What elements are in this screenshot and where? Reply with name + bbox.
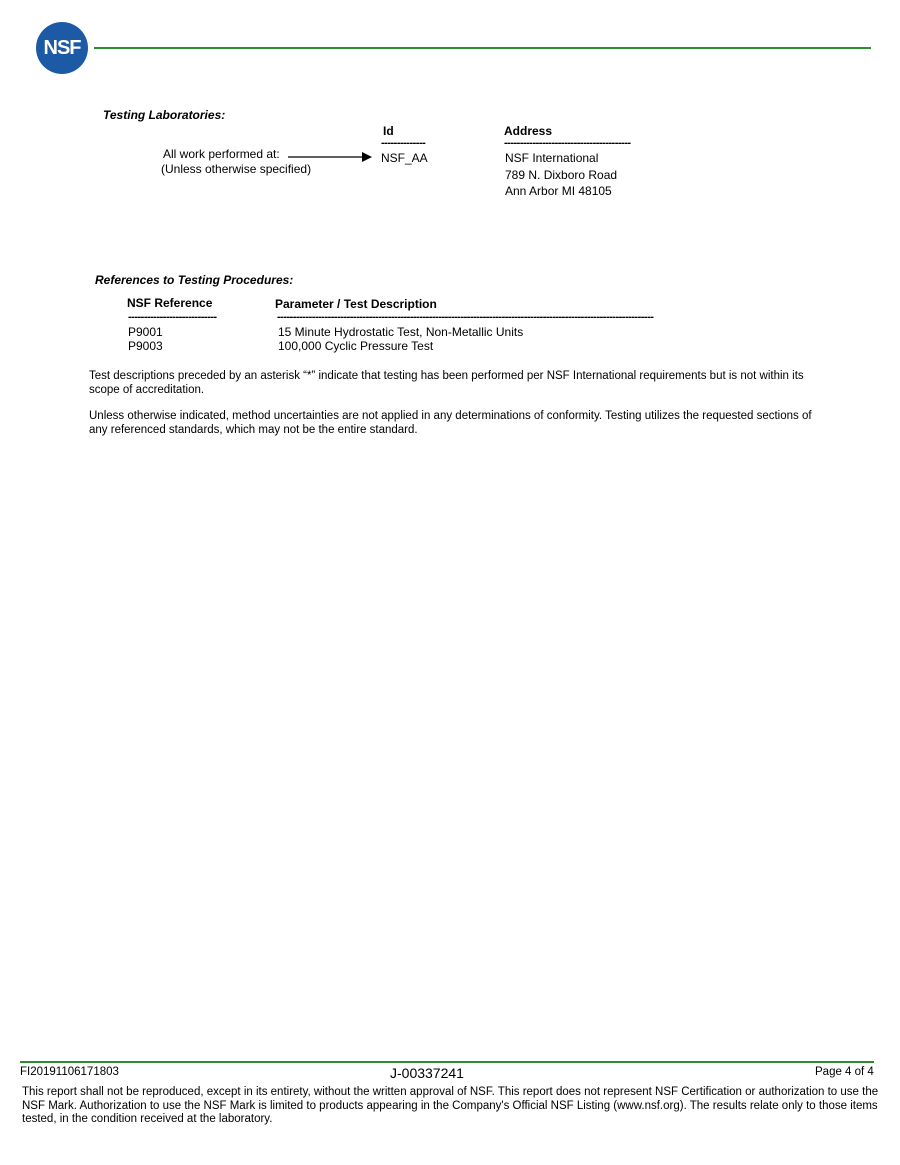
lab-address-line2: 789 N. Dixboro Road <box>505 168 618 182</box>
lab-address-line3: Ann Arbor MI 48105 <box>505 184 612 198</box>
lab-address-line1: NSF International <box>505 151 599 165</box>
nsf-logo: NSF <box>36 22 88 74</box>
table-row-ref: P9001 <box>128 325 163 339</box>
description-underline: ----------------------------------------------------------------------------------------------------------------------- <box>277 311 654 323</box>
asterisk-note: Test descriptions preceded by an asterisk “*” indicate that testing has been performed per NSF International requirements but is not within its scope of accreditation. <box>89 370 804 396</box>
nsf-reference-column-header: NSF Reference <box>127 296 213 310</box>
report-id: FI20191106171803 <box>20 1066 119 1078</box>
unless-specified-label: (Unless otherwise specified) <box>161 162 312 176</box>
table-row-desc: 15 Minute Hydrostatic Test, Non-Metallic Units <box>278 325 524 339</box>
lab-id-value: NSF_AA <box>381 151 428 165</box>
table-row-desc: 100,000 Cyclic Pressure Test <box>278 339 434 353</box>
table-row-ref: P9003 <box>128 339 163 353</box>
header-rule <box>94 47 871 49</box>
work-performed-label: All work performed at: <box>163 147 280 161</box>
page-number: Page 4 of 4 <box>815 1066 874 1078</box>
id-underline: -------------- <box>381 137 426 149</box>
uncertainty-note: Unless otherwise indicated, method uncertainties are not applied in any determinations of conformity. Testing utilizes the requested sections of any referenced standards, which may not be the entire standard. <box>89 410 812 436</box>
arrow-right-icon <box>288 151 374 163</box>
reference-underline: ---------------------------- <box>128 311 217 323</box>
references-heading: References to Testing Procedures: <box>95 273 294 287</box>
footer-disclaimer: This report shall not be reproduced, except in its entirety, without the written approval of NSF. This report does not represent NSF Certification or authorization to use the NSF Mark. Authorization to use the NSF Mark is limited to products appearing in the Company's Official NSF Listing (www.nsf.org). The results relate only to those items tested, in the condition received at the laboratory. <box>22 1086 879 1125</box>
job-number: J-00337241 <box>390 1065 464 1081</box>
testing-labs-heading: Testing Laboratories: <box>103 108 226 122</box>
test-description-column-header: Parameter / Test Description <box>275 297 437 311</box>
address-column-header: Address <box>504 124 553 138</box>
footer-rule <box>20 1061 874 1063</box>
address-underline: ---------------------------------------- <box>504 137 631 149</box>
id-column-header: Id <box>383 124 394 138</box>
